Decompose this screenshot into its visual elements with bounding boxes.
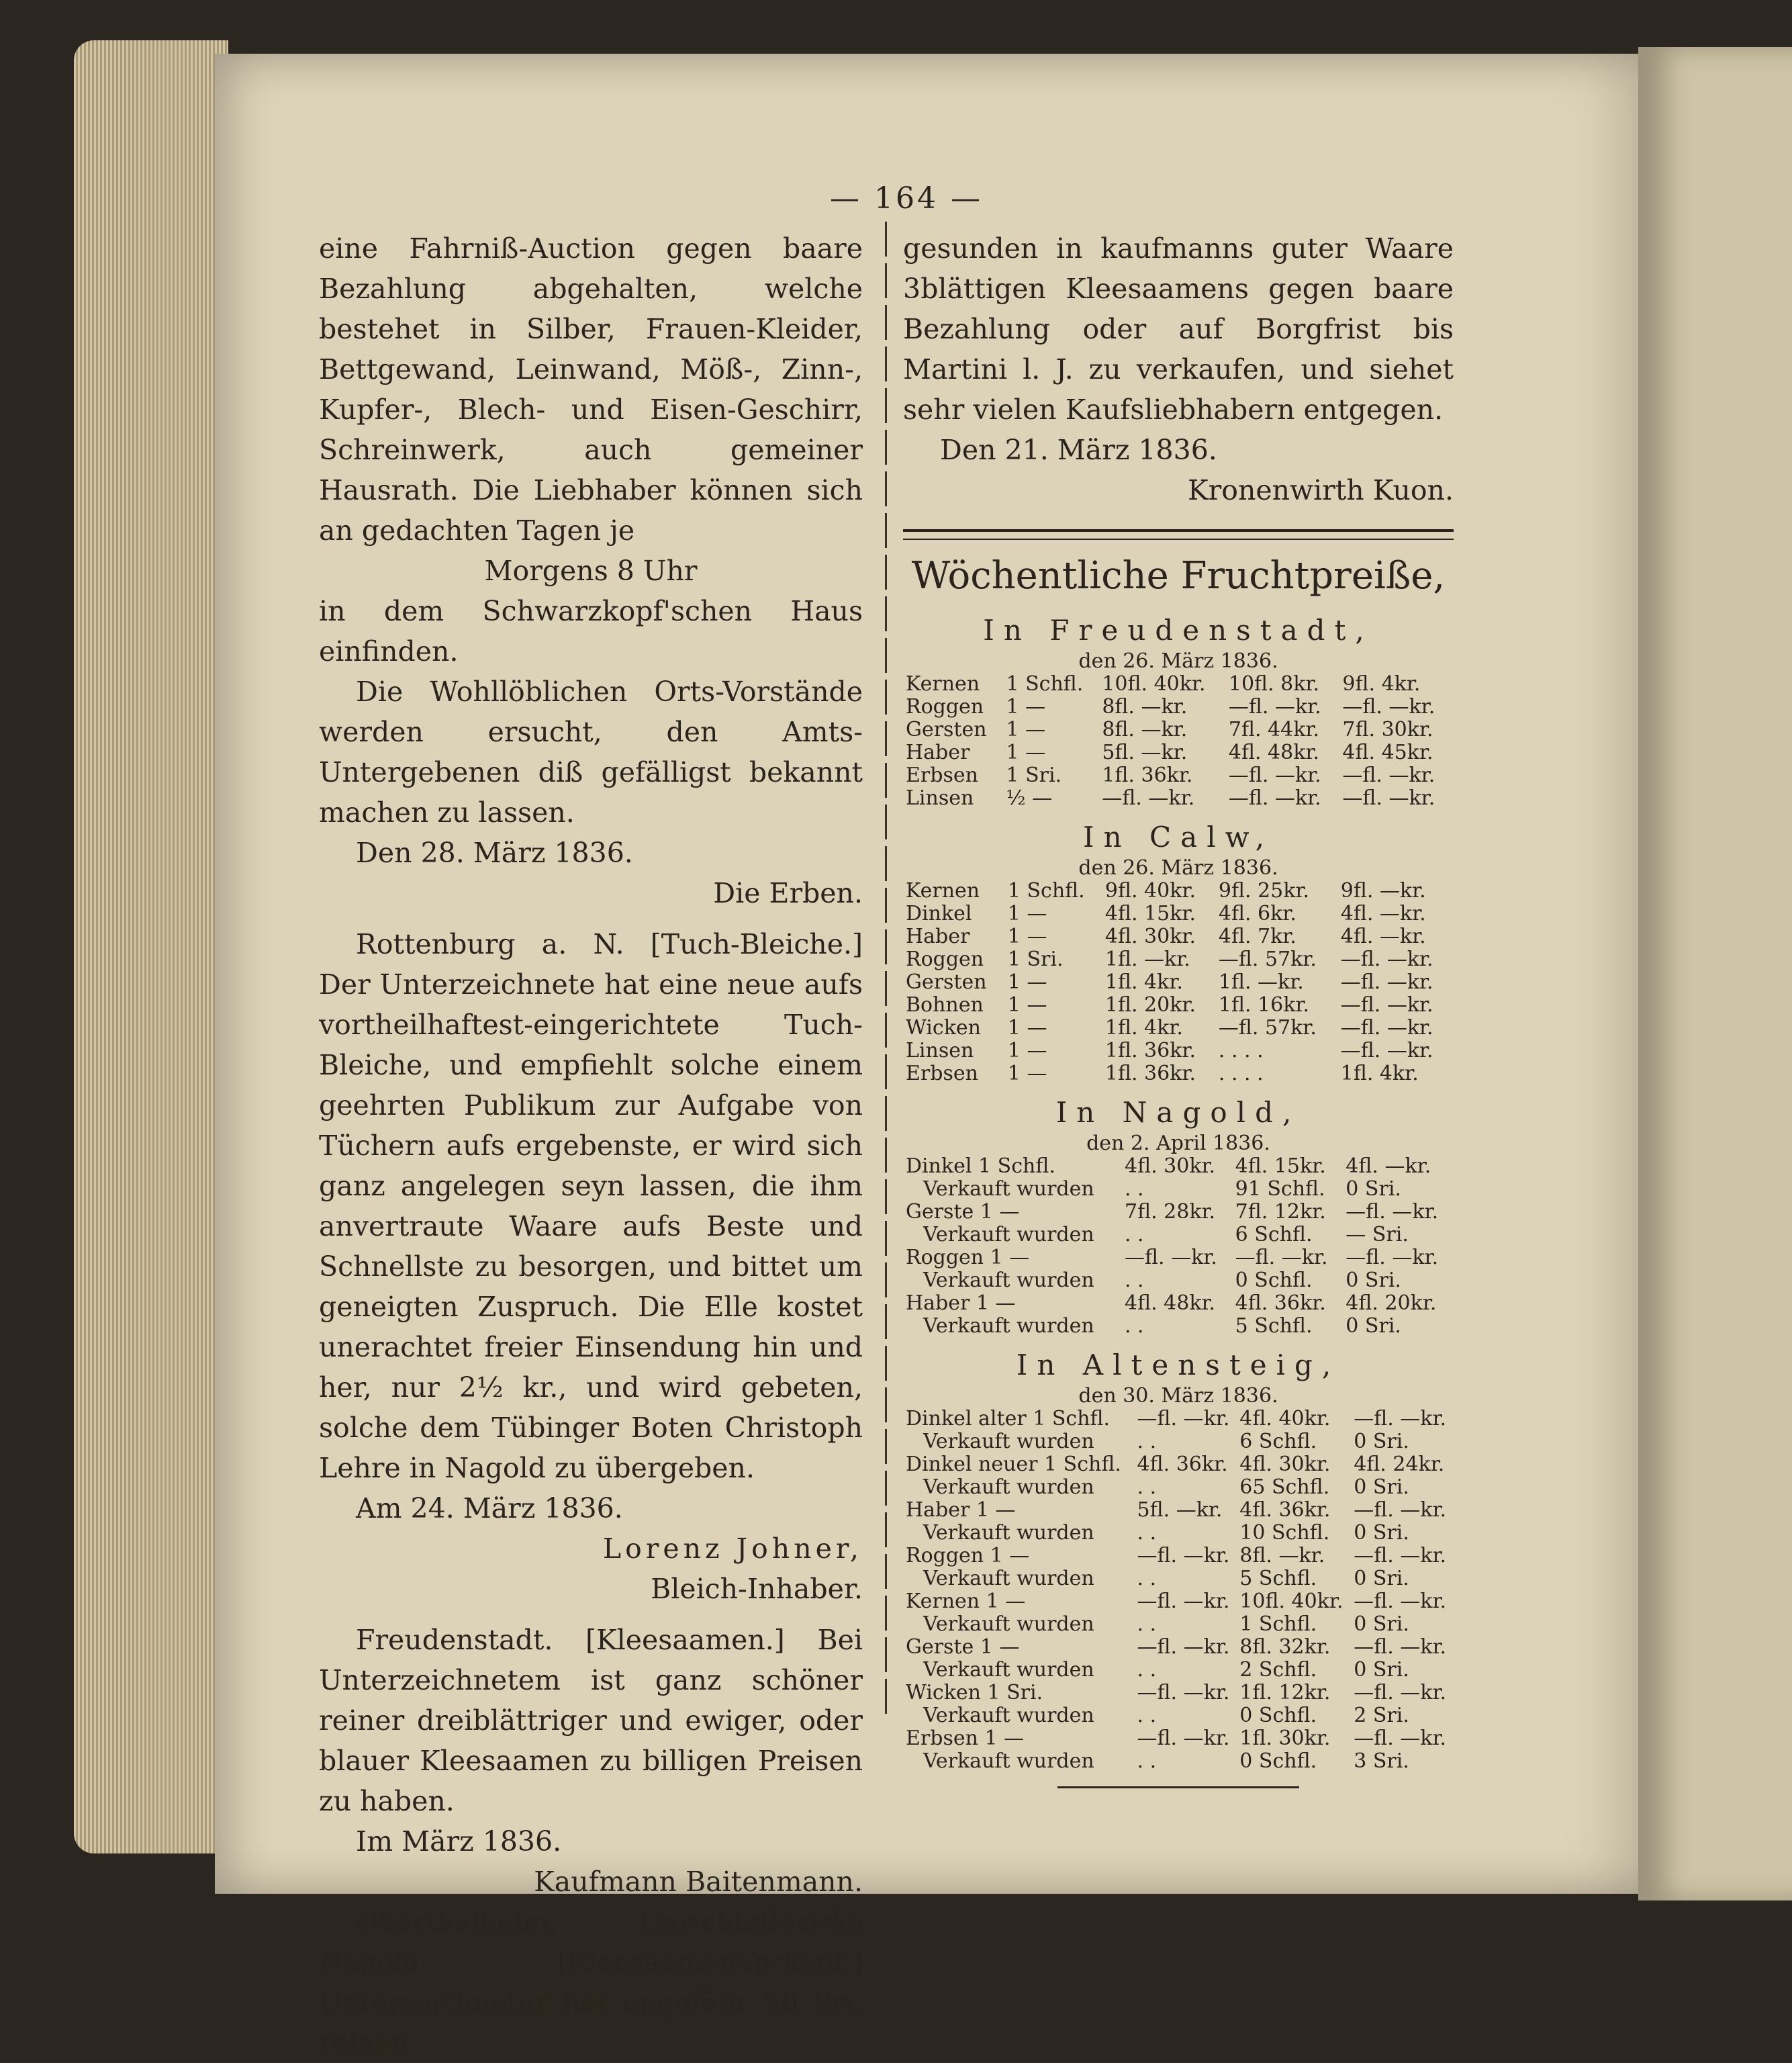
price-cell: —fl. —kr. <box>1354 1681 1447 1704</box>
price-row <box>903 1292 1454 1315</box>
price-row <box>903 696 1454 719</box>
price-cell: Roggen 1 — <box>906 1544 1030 1567</box>
price-cell: ½ — <box>1006 786 1053 810</box>
price-cell: Roggen <box>906 695 984 719</box>
price-cell: Verkauft wurden <box>923 1749 1094 1773</box>
price-cell: Verkauft wurden <box>923 1269 1094 1292</box>
price-row <box>903 1545 1454 1567</box>
price-cell: 7fl. 12kr. <box>1235 1200 1326 1224</box>
price-cell: —fl. —kr. <box>1354 1590 1447 1613</box>
price-cell: . . <box>1137 1521 1157 1545</box>
price-cell: 10 Schfl. <box>1239 1521 1330 1545</box>
price-cell: Roggen <box>906 948 984 971</box>
price-cell: 1 — <box>1006 718 1046 741</box>
price-cell: 1 Sri. <box>1006 764 1062 787</box>
price-row <box>903 1590 1454 1613</box>
price-cell: 1 — <box>1006 741 1046 764</box>
price-cell: Gerste 1 — <box>906 1635 1020 1659</box>
altensteig-heading: In Altensteig, <box>1016 1348 1341 1381</box>
price-cell: Verkauft wurden <box>923 1430 1094 1453</box>
price-cell: —fl. —kr. <box>1354 1407 1447 1430</box>
price-cell: Linsen <box>906 786 974 810</box>
price-cell: —fl. 57kr. <box>1218 948 1317 971</box>
price-row <box>903 1636 1454 1659</box>
price-row <box>903 1315 1454 1338</box>
price-cell: Dinkel neuer 1 Schfl. <box>906 1453 1121 1476</box>
price-cell: 7fl. 28kr. <box>1124 1200 1216 1224</box>
price-cell: 9fl. 40kr. <box>1104 879 1196 903</box>
price-cell: 4fl. 6kr. <box>1218 902 1296 925</box>
price-cell: 1 — <box>1006 695 1046 719</box>
price-cell: 1 — <box>1007 1062 1047 1085</box>
price-row <box>903 1522 1454 1545</box>
price-cell: Haber 1 — <box>906 1291 1016 1315</box>
price-cell: Verkauft wurden <box>923 1314 1094 1338</box>
price-cell: Erbsen <box>906 1062 978 1085</box>
price-cell: 0 Sri. <box>1354 1475 1409 1499</box>
nagold-date: den 2. April 1836. <box>1086 1132 1270 1155</box>
price-cell: —fl. —kr. <box>1137 1407 1230 1430</box>
price-row <box>903 1430 1454 1453</box>
price-cell: —fl. —kr. <box>1124 1246 1217 1269</box>
price-cell: 2 Sri. <box>1354 1704 1409 1727</box>
price-cell: 4fl. 36kr. <box>1239 1498 1331 1522</box>
price-cell: 1 Schfl. <box>1239 1612 1317 1636</box>
price-cell: 4fl. 40kr. <box>1239 1407 1331 1430</box>
price-row <box>903 1499 1454 1522</box>
price-cell: . . <box>1137 1658 1157 1682</box>
price-cell: Verkauft wurden <box>923 1223 1094 1246</box>
price-cell: 7fl. 30kr. <box>1342 718 1433 741</box>
freudenstadt-price-table <box>903 673 1454 810</box>
auction-paragraph: eine Fahrniß-Auction gegen baare Bezahlung abgehalten, welche bestehet in Silber, Frauen-Kleider, Bettgewand, Leinwand, Möß-, Zinn-, Kupfer-, Blech- und Eisen-Geschirr, Schreinwerk, auch gemeiner Hausrath. Die Liebhaber können sich an gedachten Tagen je <box>319 232 863 547</box>
price-cell: Erbsen 1 — <box>906 1727 1025 1750</box>
price-cell: 1fl. 16kr. <box>1218 993 1309 1017</box>
clover-ad-paragraph: Freudenstadt. [Kleesaamen.] Bei Unterzeichnetem ist ganz schöner reiner dreiblättriger und ewiger, oder blauer Kleesaamen zu billigen Preisen zu haben. <box>319 1624 863 1817</box>
price-cell: 1fl. 4kr. <box>1340 1062 1419 1085</box>
price-row <box>903 1269 1454 1292</box>
price-cell: 0 Sri. <box>1354 1567 1409 1590</box>
price-row <box>903 1476 1454 1499</box>
price-row <box>903 673 1454 696</box>
price-cell: 1 Schfl. <box>1006 672 1084 696</box>
price-cell: 1 Schfl. <box>1007 879 1085 903</box>
price-cell: 4fl. 20kr. <box>1346 1291 1437 1315</box>
price-cell: 4fl. 48kr. <box>1228 741 1319 764</box>
price-cell: 0 Sri. <box>1346 1314 1401 1338</box>
price-cell: 1fl. 4kr. <box>1104 970 1183 994</box>
price-cell: 1fl. 12kr. <box>1239 1681 1331 1704</box>
price-row <box>903 1246 1454 1269</box>
price-cell: Wicken 1 Sri. <box>906 1681 1043 1704</box>
price-cell: 4fl. 45kr. <box>1342 741 1433 764</box>
price-cell: 0 Schfl. <box>1235 1269 1313 1292</box>
price-cell: Dinkel alter 1 Schfl. <box>906 1407 1111 1430</box>
price-cell: 4fl. 36kr. <box>1235 1291 1326 1315</box>
price-cell: Kernen 1 — <box>906 1590 1026 1613</box>
price-cell: —fl. —kr. <box>1228 786 1321 810</box>
price-cell: 0 Sri. <box>1346 1269 1401 1292</box>
price-row <box>903 1682 1454 1704</box>
price-cell: 1 — <box>1007 970 1047 994</box>
price-row <box>903 719 1454 741</box>
price-cell: 4fl. 15kr. <box>1235 1154 1326 1178</box>
price-cell: 6 Schfl. <box>1239 1430 1317 1453</box>
price-cell: 4fl. 36kr. <box>1137 1453 1228 1476</box>
price-cell: Kernen <box>906 672 980 696</box>
altensteig-price-table <box>903 1408 1454 1773</box>
price-row <box>903 1040 1454 1062</box>
clover-ad-date: Im März 1836. <box>356 1825 562 1858</box>
price-cell: — Sri. <box>1346 1223 1409 1246</box>
price-cell: 8fl. —kr. <box>1102 695 1188 719</box>
price-cell: Gersten <box>906 718 987 741</box>
price-cell: 1 — <box>1007 1016 1047 1040</box>
price-cell: 0 Sri. <box>1354 1521 1409 1545</box>
page-edges <box>74 40 228 1853</box>
price-cell: Gersten <box>906 970 987 994</box>
auction-time: Morgens 8 Uhr <box>484 555 698 587</box>
price-cell: 4fl. 7kr. <box>1218 925 1296 948</box>
price-cell: 10fl. 40kr. <box>1102 672 1206 696</box>
price-cell: 0 Sri. <box>1354 1658 1409 1682</box>
price-row <box>903 1224 1454 1246</box>
freudenstadt-heading: In Freudenstadt, <box>983 614 1374 647</box>
end-rule <box>1057 1782 1299 1788</box>
bleach-paragraph: Rottenburg a. N. [Tuch-Bleiche.] Der Unterzeichnete hat eine neue aufs vortheilhaftest-eingerichtete Tuch-Bleiche, und empfiehlt solche einem geehrten Publikum zur Aufgabe von Tüchern aufs ergebenste, er wird sich ganz angelegen seyn lassen, die ihm anvertraute Waare aufs Beste und Schnellste zu besorgen, und bittet um geneigten Zuspruch. Die Elle kostet unerachtet freier Einsendung hin und her, nur 2½ kr., und wird gebeten, solche dem Tübinger Boten Christoph Lehre in Nagold zu übergeben. <box>319 928 863 1484</box>
price-cell: 4fl. 30kr. <box>1104 925 1196 948</box>
price-cell: —fl. —kr. <box>1342 786 1435 810</box>
price-cell: —fl. —kr. <box>1137 1727 1230 1750</box>
price-cell: —fl. —kr. <box>1228 695 1321 719</box>
price-cell: 6 Schfl. <box>1235 1223 1313 1246</box>
price-cell: 3 Sri. <box>1354 1749 1409 1773</box>
price-cell: 1fl. 36kr. <box>1102 764 1193 787</box>
price-cell: 1 Sri. <box>1007 948 1064 971</box>
price-row <box>903 971 1454 994</box>
price-cell: . . <box>1124 1269 1144 1292</box>
price-cell: —fl. —kr. <box>1342 695 1435 719</box>
price-cell: 91 Schfl. <box>1235 1177 1325 1201</box>
price-cell: 7fl. 44kr. <box>1228 718 1319 741</box>
price-cell: —fl. —kr. <box>1235 1246 1328 1269</box>
clover-ad-signature: Kaufmann Baitenmann. <box>534 1866 863 1898</box>
price-cell: 1 — <box>1007 902 1047 925</box>
price-cell: 0 Sri. <box>1346 1177 1401 1201</box>
price-cell: . . <box>1124 1177 1144 1201</box>
price-cell: 5 Schfl. <box>1239 1567 1317 1590</box>
price-cell: Verkauft wurden <box>923 1567 1094 1590</box>
price-cell: 1fl. 36kr. <box>1104 1039 1196 1062</box>
price-row <box>903 1727 1454 1750</box>
price-cell: 1 — <box>1007 993 1047 1017</box>
price-cell: —fl. —kr. <box>1137 1681 1230 1704</box>
auction-date: Den 28. März 1836. <box>356 837 633 869</box>
price-row <box>903 880 1454 903</box>
price-cell: 4fl. —kr. <box>1346 1154 1431 1178</box>
price-cell: . . <box>1137 1704 1157 1727</box>
price-cell: Verkauft wurden <box>923 1612 1094 1636</box>
auction-place: in dem Schwarzkopf'schen Haus einfinden. <box>319 595 863 668</box>
section-rule <box>903 529 1454 540</box>
price-cell: 0 Schfl. <box>1239 1704 1317 1727</box>
price-cell: 4fl. 15kr. <box>1104 902 1196 925</box>
price-cell: 5fl. —kr. <box>1137 1498 1223 1522</box>
clover-sale-date: Den 21. März 1836. <box>940 434 1217 466</box>
price-cell: —fl. —kr. <box>1228 764 1321 787</box>
price-row <box>903 948 1454 971</box>
price-cell: 1fl. 30kr. <box>1239 1727 1331 1750</box>
prices-title: Wöchentliche Fruchtpreiße, <box>911 554 1446 598</box>
price-row <box>903 1567 1454 1590</box>
price-cell: Verkauft wurden <box>923 1521 1094 1545</box>
price-cell: 1fl. 36kr. <box>1104 1062 1196 1085</box>
price-cell: Roggen 1 — <box>906 1246 1030 1269</box>
price-cell: Haber <box>906 741 970 764</box>
price-cell: 4fl. 24kr. <box>1354 1453 1445 1476</box>
price-row <box>903 994 1454 1017</box>
nagold-heading: In Nagold, <box>1055 1096 1301 1129</box>
price-cell: 9fl. —kr. <box>1340 879 1426 903</box>
price-cell: . . <box>1137 1430 1157 1453</box>
price-cell: 8fl. —kr. <box>1239 1544 1325 1567</box>
bleach-signature-title: Bleich-Inhaber. <box>651 1573 863 1605</box>
freudenstadt-date: den 26. März 1836. <box>1078 649 1278 673</box>
price-cell: 1 — <box>1007 925 1047 948</box>
price-cell: 9fl. 25kr. <box>1218 879 1309 903</box>
bleach-date: Am 24. März 1836. <box>356 1492 623 1524</box>
price-cell: 8fl. —kr. <box>1102 718 1188 741</box>
price-cell: —fl. —kr. <box>1137 1590 1230 1613</box>
price-cell: 4fl. —kr. <box>1340 902 1426 925</box>
price-row <box>903 903 1454 925</box>
column-divider <box>885 222 887 1719</box>
price-cell: Dinkel 1 Schfl. <box>906 1154 1055 1178</box>
price-cell: 4fl. —kr. <box>1340 925 1426 948</box>
price-cell: . . . . <box>1218 1039 1264 1062</box>
price-cell: 5 Schfl. <box>1235 1314 1313 1338</box>
price-cell: —fl. —kr. <box>1354 1635 1447 1659</box>
price-cell: . . . . <box>1218 1062 1264 1085</box>
price-cell: 10fl. 8kr. <box>1228 672 1319 696</box>
price-cell: Verkauft wurden <box>923 1658 1094 1682</box>
auction-request: Die Wohllöblichen Orts-Vorstände werden ersucht, den Amts-Untergebenen diß gefälligst bekannt machen zu lassen. <box>319 676 863 829</box>
price-cell: —fl. —kr. <box>1340 1039 1433 1062</box>
clover-sale-continuation: gesunden in kaufmanns guter Waare 3blättigen Kleesaamens gegen baare Bezahlung oder auf Borgfrist bis Martini l. J. zu verkaufen, und siehet sehr vielen Kaufsliebhabern entgegen. <box>903 232 1454 426</box>
price-cell: 0 Sri. <box>1354 1612 1409 1636</box>
price-cell: Haber 1 — <box>906 1498 1016 1522</box>
price-cell: —fl. —kr. <box>1354 1727 1447 1750</box>
price-row <box>903 741 1454 764</box>
price-cell: Verkauft wurden <box>923 1177 1094 1201</box>
facing-page-edge <box>1638 47 1792 1900</box>
price-cell: —fl. —kr. <box>1102 786 1195 810</box>
price-cell: Haber <box>906 925 970 948</box>
price-cell: Kernen <box>906 879 980 903</box>
price-cell: 8fl. 32kr. <box>1239 1635 1331 1659</box>
price-cell: —fl. 57kr. <box>1218 1016 1317 1040</box>
price-cell: 1fl. 20kr. <box>1104 993 1196 1017</box>
nagold-price-table <box>903 1155 1454 1338</box>
price-row <box>903 1408 1454 1430</box>
price-row <box>903 925 1454 948</box>
price-row <box>903 1062 1454 1085</box>
price-cell: 65 Schfl. <box>1239 1475 1330 1499</box>
price-row <box>903 1017 1454 1040</box>
price-cell: 0 Sri. <box>1354 1430 1409 1453</box>
calw-price-table <box>903 880 1454 1085</box>
price-cell: 1 — <box>1007 1039 1047 1062</box>
altensteig-date: den 30. März 1836. <box>1078 1384 1278 1408</box>
price-cell: . . <box>1137 1749 1157 1773</box>
price-cell: 2 Schfl. <box>1239 1658 1317 1682</box>
page-number: — 164 — <box>830 181 983 216</box>
price-cell: . . <box>1137 1612 1157 1636</box>
auction-signature: Die Erben. <box>713 877 863 909</box>
bleach-signature-name: Lorenz Johner, <box>602 1532 863 1565</box>
clover-sale-signature: Kronenwirth Kuon. <box>1188 474 1454 506</box>
price-cell: Gerste 1 — <box>906 1200 1020 1224</box>
price-cell: 1fl. 4kr. <box>1104 1016 1183 1040</box>
price-row <box>903 1201 1454 1224</box>
price-cell: 4fl. 30kr. <box>1239 1453 1331 1476</box>
price-row <box>903 1750 1454 1773</box>
price-cell: —fl. —kr. <box>1346 1200 1439 1224</box>
price-cell: —fl. —kr. <box>1342 764 1435 787</box>
price-cell: Linsen <box>906 1039 974 1062</box>
price-cell: Dinkel <box>906 902 972 925</box>
price-cell: —fl. —kr. <box>1137 1544 1230 1567</box>
price-cell: . . <box>1137 1567 1157 1590</box>
price-row <box>903 1704 1454 1727</box>
right-column <box>903 228 1454 1788</box>
price-cell: . . <box>1137 1475 1157 1499</box>
price-cell: Verkauft wurden <box>923 1704 1094 1727</box>
price-cell: Verkauft wurden <box>923 1475 1094 1499</box>
price-cell: —fl. —kr. <box>1340 970 1433 994</box>
price-cell: Bohnen <box>906 993 984 1017</box>
left-column <box>319 228 863 2063</box>
price-cell: 1fl. —kr. <box>1104 948 1190 971</box>
price-cell: —fl. —kr. <box>1340 948 1433 971</box>
calw-heading: In Calw, <box>1083 821 1274 854</box>
price-row <box>903 1178 1454 1201</box>
price-row <box>903 1453 1454 1476</box>
price-cell: Erbsen <box>906 764 978 787</box>
price-cell: —fl. —kr. <box>1137 1635 1230 1659</box>
price-row <box>903 1155 1454 1178</box>
calw-date: den 26. März 1836. <box>1078 856 1278 880</box>
price-cell: . . <box>1124 1314 1144 1338</box>
price-cell: 9fl. 4kr. <box>1342 672 1421 696</box>
price-cell: 5fl. —kr. <box>1102 741 1188 764</box>
price-row <box>903 1659 1454 1682</box>
price-row <box>903 1613 1454 1636</box>
price-cell: —fl. —kr. <box>1354 1498 1447 1522</box>
price-row <box>903 764 1454 787</box>
price-cell: —fl. —kr. <box>1340 993 1433 1017</box>
price-cell: —fl. —kr. <box>1340 1016 1433 1040</box>
price-cell: 10fl. 40kr. <box>1239 1590 1343 1613</box>
price-cell: 0 Schfl. <box>1239 1749 1317 1773</box>
price-cell: Wicken <box>906 1016 981 1040</box>
price-cell: 1fl. —kr. <box>1218 970 1304 994</box>
price-cell: —fl. —kr. <box>1346 1246 1439 1269</box>
clover-sale-paragraph: Oberthalheim, GerichtsBezirks Nagold. [KleesaamenVerkauf.] Unterzeichneter hat ungefähr 50 Sri. reinen <box>319 1906 863 2059</box>
price-cell: 4fl. 48kr. <box>1124 1291 1216 1315</box>
price-cell: . . <box>1124 1223 1144 1246</box>
price-cell: —fl. —kr. <box>1354 1544 1447 1567</box>
price-cell: 4fl. 30kr. <box>1124 1154 1216 1178</box>
price-row <box>903 787 1454 810</box>
